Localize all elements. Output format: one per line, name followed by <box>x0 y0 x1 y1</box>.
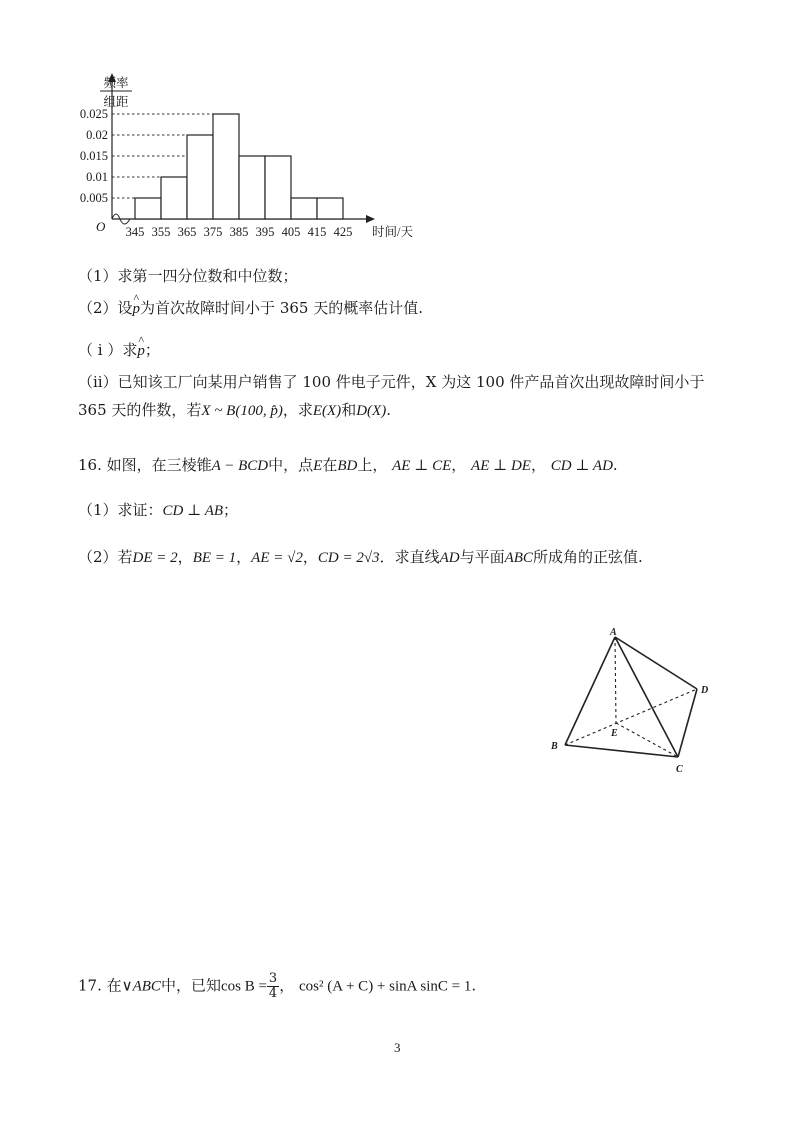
q15-sub-ii-line2-b: ，求 <box>282 401 313 419</box>
given-cd: CD = 2√3 <box>317 550 380 566</box>
variance: D(X) <box>356 403 387 419</box>
q15-part2 <box>78 298 423 319</box>
q16-intro-a: 16. 如图，在三棱锥 <box>78 456 212 474</box>
edge-ad <box>615 637 697 689</box>
label-c: C <box>676 764 683 775</box>
edge-ac <box>615 637 678 757</box>
q16-part2-a: （2）若 <box>78 548 133 566</box>
given-be: BE = 1 <box>192 550 237 566</box>
tetrahedron-name: A − BCD <box>211 458 269 474</box>
x-tick-label: 355 <box>151 225 171 239</box>
histogram-bar <box>187 135 213 219</box>
q16-intro-b: 中，点 <box>268 456 314 474</box>
page-number: 3 <box>394 1040 401 1055</box>
tetrahedron-figure <box>540 625 720 780</box>
q17-intro-a: 17. 在 <box>78 976 122 995</box>
cond-cd-ad: CD ⊥ AD <box>550 458 613 474</box>
given-de: DE = 2 <box>132 550 178 566</box>
q16-part1: （1）求证：CD ⊥ AB； <box>78 501 239 519</box>
y-axis-label-bottom: 组距 <box>103 95 129 109</box>
x-tick-label: 405 <box>281 225 301 239</box>
cond-ae-de: AE ⊥ DE <box>471 458 531 474</box>
y-tick-label: 0.015 <box>79 149 108 163</box>
segment-ae-hidden <box>615 637 616 723</box>
x-tick-label: 345 <box>125 225 145 239</box>
q16-part2-c: 与平面 <box>459 548 505 566</box>
fraction-numerator: 3 <box>268 971 278 986</box>
segment-bd: BD <box>337 458 358 474</box>
equation-2: cos² (A + C) + sinA sinC = 1 <box>298 978 472 995</box>
x-tick-label: 425 <box>333 225 353 239</box>
q15-part2-suffix: 为首次故障时间小于 365 天的概率估计值. <box>140 299 423 317</box>
q15-sub-ii-line1: （ii）已知该工厂向某用户销售了 100 件电子元件，X 为这 100 件产品首次出现故障时间小于 <box>78 373 705 391</box>
q15-part2-prefix: （2）设 <box>78 299 133 317</box>
histogram-bar <box>317 198 343 219</box>
histogram-bar <box>135 198 161 219</box>
x-tick-label: 415 <box>307 225 327 239</box>
expectation: E(X) <box>312 403 342 419</box>
q16-intro: 16. 如图，在三棱锥A − BCD中，点E在BD上， AE ⊥ CE， AE ⊥ DE， CD ⊥ AD. <box>78 456 618 474</box>
q16-part2-b: ．求直线 <box>379 548 440 566</box>
edge-bd-hidden <box>565 689 697 745</box>
histogram-bar <box>265 156 291 219</box>
q17-intro-b: 中，已知 <box>160 976 221 995</box>
y-tick-label: 0.025 <box>79 107 108 121</box>
edge-ab <box>565 637 615 745</box>
histogram-bar <box>161 177 187 219</box>
cos-b: cos B = <box>220 978 267 995</box>
histogram-bar <box>239 156 265 219</box>
histogram-bar <box>213 114 239 219</box>
y-tick-label: 0.02 <box>86 128 108 142</box>
origin-label: O <box>96 219 106 234</box>
x-axis-arrow <box>366 215 375 223</box>
q15-sub-ii-line2-a: 365 天的件数，若 <box>78 401 202 419</box>
fraction-denominator: 4 <box>268 986 278 1001</box>
frequency-histogram <box>60 70 440 250</box>
q17-intro: 17. 在∨ABC中，已知cos B = $\frac{3}{4}$ ， cos² (A + C) + sinA sinC = 1. <box>78 971 477 1001</box>
edge-bc <box>565 745 678 757</box>
label-a: A <box>610 627 617 638</box>
q15-sub-i: （ i ）求^ p； <box>78 340 160 361</box>
q15-part1: （1）求第一四分位数和中位数； <box>78 267 298 285</box>
y-tick-label: 0.005 <box>79 191 108 205</box>
p-hat-symbol: ^ p <box>133 299 141 319</box>
x-axis-label: 时间/天 <box>372 225 413 239</box>
cond-ae-ce: AE ⊥ CE <box>392 458 452 474</box>
given-ae: AE = √2 <box>251 550 303 566</box>
q16-part2-d: 所成角的正弦值. <box>532 548 643 566</box>
q16-part1-text: （1）求证： <box>78 501 163 519</box>
label-b: B <box>551 741 558 752</box>
binomial-dist: X ~ B(100, p̂) <box>201 403 283 419</box>
q15-sub-i-text: （ i ）求 <box>78 341 138 359</box>
q15-sub-ii-line2: 365 天的件数，若X ~ B(100, p̂)，求E(X)和D(X). <box>78 401 391 419</box>
y-tick-label: 0.01 <box>86 170 108 184</box>
claim-cd-ab: CD ⊥ AB <box>162 503 224 519</box>
point-e: E <box>313 458 323 474</box>
x-tick-label: 395 <box>255 225 275 239</box>
q16-intro-d: 上， <box>357 456 388 474</box>
label-e: E <box>611 728 618 739</box>
y-axis-label-top: 频率 <box>103 76 129 90</box>
q15-sub-ii-line2-c: 和 <box>341 401 357 419</box>
x-tick-label: 385 <box>229 225 249 239</box>
histogram-bar <box>291 198 317 219</box>
x-tick-label: 375 <box>203 225 223 239</box>
plane-abc: ABC <box>504 550 533 566</box>
label-d: D <box>701 685 709 696</box>
p-hat-symbol-2: ^ p <box>137 341 145 361</box>
triangle-abc: ∨ABC <box>121 978 161 995</box>
fraction-three-quarters <box>267 972 279 1001</box>
q16-intro-c: 在 <box>322 456 338 474</box>
line-ad: AD <box>439 550 460 566</box>
x-tick-label: 365 <box>177 225 197 239</box>
q16-part2: （2）若DE = 2，BE = 1，AE = √2，CD = 2√3．求直线AD与平面ABC所成角的正弦值. <box>78 548 643 566</box>
edge-dc <box>678 689 697 757</box>
